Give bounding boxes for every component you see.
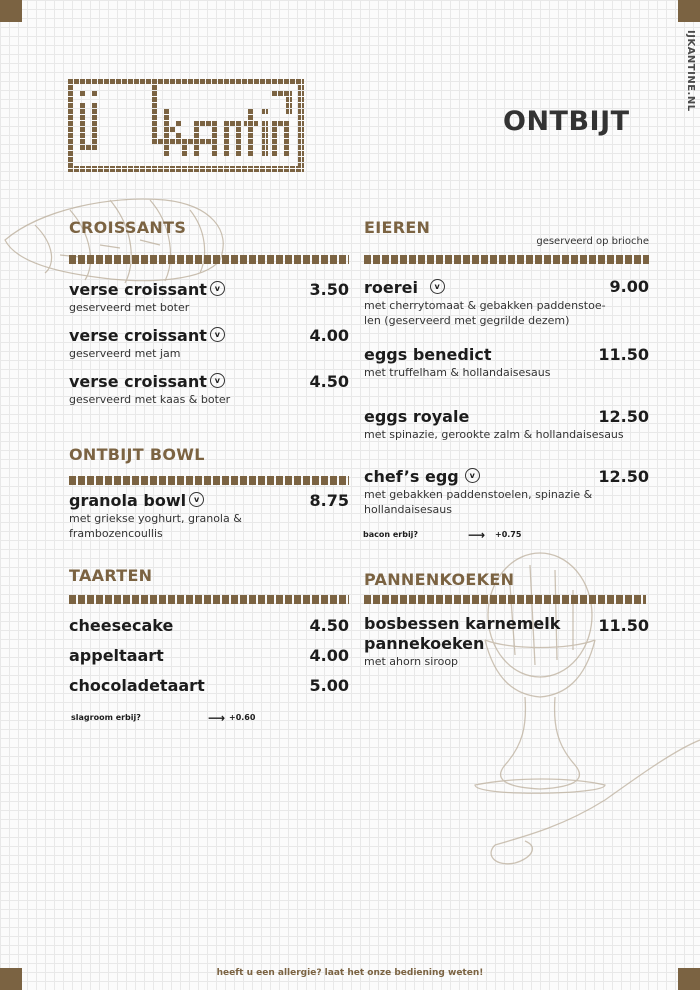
section-divider	[364, 595, 646, 604]
vegetarian-icon: v	[210, 281, 225, 296]
item-description: met truffelham & hollandaisesaus	[364, 366, 551, 379]
eieren-section	[364, 218, 649, 247]
section-divider	[364, 255, 649, 264]
croissant-sketch	[0, 185, 240, 295]
item-description: hollandaisesaus	[364, 503, 452, 516]
item-description: met spinazie, gerookte zalm & hollandaisesaus	[364, 428, 624, 441]
section-title: PANNENKOEKEN	[364, 570, 515, 589]
extra-option-label: bacon erbij?	[363, 530, 419, 539]
arrow-right-icon: ⟶	[468, 528, 486, 542]
item-description: met griekse yoghurt, granola &	[69, 512, 242, 525]
item-price: 8.75	[309, 491, 349, 510]
item-price: 11.50	[598, 345, 649, 364]
item-name: eggs royale	[364, 407, 470, 426]
vegetarian-icon: v	[210, 373, 225, 388]
ontbijt-bowl-section	[69, 445, 349, 464]
menu-item	[69, 326, 349, 361]
corner-decoration	[678, 0, 700, 22]
section-divider	[69, 255, 349, 264]
section-title: ONTBIJT BOWL	[69, 445, 205, 464]
menu-item	[69, 280, 349, 315]
pannenkoeken-section	[364, 570, 649, 589]
item-description: met ahorn siroop	[364, 655, 459, 668]
allergy-notice: heeft u een allergie? laat het onze bediening weten!	[216, 968, 484, 978]
menu-item	[364, 407, 649, 442]
croissants-section	[69, 218, 349, 237]
item-name: eggs benedict	[364, 345, 492, 364]
item-price: 4.00	[309, 326, 349, 345]
website-url: IJKANTINE.NL	[685, 30, 696, 112]
menu-item	[69, 646, 349, 665]
menu-item	[364, 614, 649, 669]
section-subtitle: geserveerd op brioche	[536, 236, 649, 247]
vegetarian-icon: v	[430, 279, 445, 294]
menu-item	[69, 676, 349, 695]
item-price: 5.00	[309, 676, 349, 695]
corner-decoration	[0, 0, 22, 22]
item-description: len (geserveerd met gegrilde dezem)	[364, 314, 570, 327]
item-price: 3.50	[309, 280, 349, 299]
vegetarian-icon: v	[210, 327, 225, 342]
menu-item	[69, 616, 349, 635]
section-title: TAARTEN	[69, 566, 153, 585]
vegetarian-icon: v	[465, 468, 480, 483]
item-name: pannekoeken	[364, 634, 485, 653]
item-name: verse croissant	[69, 280, 207, 299]
item-price: 11.50	[598, 616, 649, 635]
item-price: 12.50	[598, 467, 649, 486]
section-title: EIEREN	[364, 218, 431, 237]
taarten-section	[69, 566, 349, 585]
section-divider	[69, 476, 349, 485]
menu-item	[69, 372, 349, 407]
item-price: 4.00	[309, 646, 349, 665]
item-name: chef’s egg	[364, 467, 459, 486]
item-name: verse croissant	[69, 372, 207, 391]
item-description: frambozencoullis	[69, 527, 163, 540]
item-description: geserveerd met kaas & boter	[69, 393, 231, 406]
item-name: bosbessen karnemelk	[364, 614, 561, 633]
item-description: geserveerd met jam	[69, 347, 181, 360]
item-name: chocoladetaart	[69, 676, 205, 695]
section-title: CROISSANTS	[69, 218, 187, 237]
section-divider	[69, 595, 349, 604]
menu-item	[364, 467, 649, 517]
item-description: met gebakken paddenstoelen, spinazie &	[364, 488, 593, 501]
item-price: 9.00	[609, 277, 649, 296]
item-description: met cherrytomaat & gebakken paddenstoe-	[364, 299, 606, 312]
item-price: 4.50	[309, 616, 349, 635]
extra-option-label: slagroom erbij?	[71, 713, 141, 722]
ij-kantine-logo	[68, 79, 304, 172]
arrow-right-icon: ⟶	[208, 711, 226, 725]
item-name: granola bowl	[69, 491, 187, 510]
item-name: roerei	[364, 278, 418, 297]
menu-item	[364, 345, 649, 380]
item-price: 4.50	[309, 372, 349, 391]
item-name: verse croissant	[69, 326, 207, 345]
item-name: cheesecake	[69, 616, 174, 635]
extra-option-price: +0.75	[495, 530, 522, 539]
menu-item	[364, 278, 649, 328]
item-description: geserveerd met boter	[69, 301, 190, 314]
page-title: ONTBIJT	[503, 106, 630, 137]
item-name: appeltaart	[69, 646, 164, 665]
vegetarian-icon: v	[189, 492, 204, 507]
menu-item	[69, 491, 349, 541]
item-price: 12.50	[598, 407, 649, 426]
extra-option-price: +0.60	[229, 713, 256, 722]
